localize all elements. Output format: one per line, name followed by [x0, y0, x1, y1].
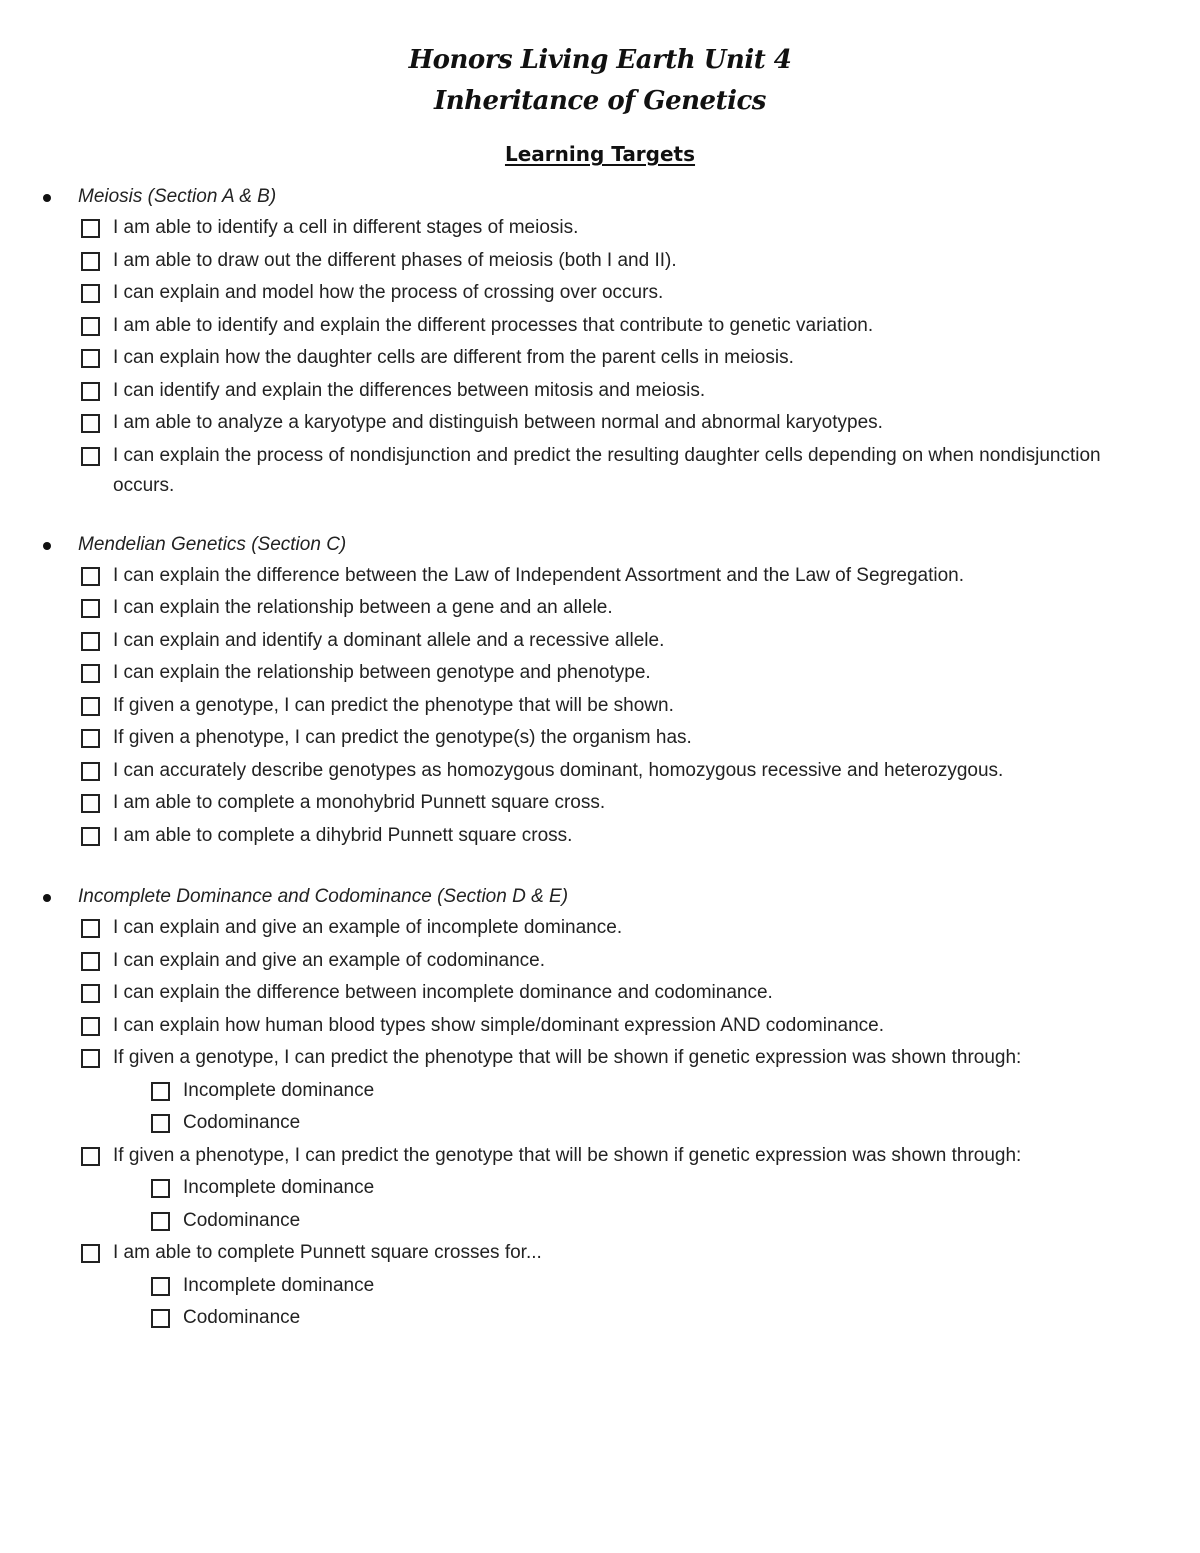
checkbox-icon[interactable]	[151, 1114, 170, 1133]
checklist-item-text: I can explain and identify a dominant allele and a recessive allele.	[113, 629, 665, 651]
checklist-item-text: If given a genotype, I can predict the phenotype that will be shown.	[113, 694, 674, 716]
checklist-item	[0, 1141, 1200, 1174]
checklist-item	[0, 311, 1200, 344]
page-subtitle: Inheritance of Genetics	[434, 86, 766, 116]
checkbox-icon[interactable]	[81, 567, 100, 586]
checklist-item-text: I am able to identify a cell in different stages of meiosis.	[113, 217, 579, 238]
checklist-item-text: I am able to complete Punnett square crosses for...	[113, 1242, 542, 1263]
checklist-item-text: I can identify and explain the differences between mitosis and meiosis.	[113, 379, 706, 401]
checklist-item-text: I can accurately describe genotypes as homozygous dominant, homozygous recessive and heterozygous.	[113, 759, 1004, 781]
checklist-item	[0, 1043, 1200, 1076]
checklist-item-text: I am able to draw out the different phases of meiosis (both I and II).	[113, 249, 677, 271]
checkbox-icon[interactable]	[81, 1244, 100, 1263]
checklist-item	[0, 1011, 1200, 1044]
section-title: Incomplete Dominance and Codominance (Section D & E)	[78, 886, 569, 907]
page-title: Honors Living Earth Unit 4	[408, 45, 792, 75]
checklist-item-text: I can explain how the daughter cells are different from the parent cells in meiosis.	[113, 347, 794, 368]
section-mendelian-genetics	[0, 529, 1200, 854]
checkbox-icon[interactable]	[81, 984, 100, 1003]
checklist-item-text: I am able to analyze a karyotype and distinguish between normal and abnormal karyotypes.	[113, 412, 883, 433]
checklist-item	[0, 593, 1200, 626]
checkbox-icon[interactable]	[151, 1082, 170, 1101]
checkbox-icon[interactable]	[151, 1179, 170, 1198]
checkbox-icon[interactable]	[81, 1049, 100, 1068]
checklist-item-text: I can explain the difference between incomplete dominance and codominance.	[113, 982, 773, 1003]
checklist-item	[0, 723, 1200, 756]
checkbox-icon[interactable]	[81, 664, 100, 683]
checkbox-icon[interactable]	[81, 729, 100, 748]
checklist-item	[0, 376, 1200, 409]
bullet-icon	[43, 542, 51, 550]
checklist-item	[0, 691, 1200, 724]
checkbox-icon[interactable]	[81, 697, 100, 716]
checklist-item-text: I am able to complete a monohybrid Punnett square cross.	[113, 792, 606, 813]
checkbox-icon[interactable]	[81, 952, 100, 971]
title-block	[0, 40, 1200, 122]
section-meiosis	[0, 181, 1200, 501]
checklist-item-text: I am able to identify and explain the different processes that contribute to genetic variation.	[113, 314, 874, 336]
checklist-item	[0, 441, 1200, 501]
checklist-item-text: I can explain the process of nondisjunction and predict the resulting daughter cells depending on when nondisjunction occurs.	[113, 444, 1101, 496]
checklist-subitem	[0, 1303, 1200, 1336]
checkbox-icon[interactable]	[81, 414, 100, 433]
section-header	[0, 529, 1200, 561]
checklist-item-text: If given a phenotype, I can predict the genotype(s) the organism has.	[113, 727, 692, 748]
checkbox-icon[interactable]	[81, 762, 100, 781]
checklist-item-text: Incomplete dominance	[183, 1274, 375, 1296]
checkbox-icon[interactable]	[81, 219, 100, 238]
bullet-icon	[43, 194, 51, 202]
checklist-item-text: If given a genotype, I can predict the phenotype that will be shown if genetic expression was shown through:	[113, 1047, 1022, 1068]
learning-targets-heading: Learning Targets	[504, 142, 696, 166]
checkbox-icon[interactable]	[81, 1147, 100, 1166]
checklist-item	[0, 278, 1200, 311]
checklist-item	[0, 756, 1200, 789]
checklist-item-text: Codominance	[183, 1209, 301, 1231]
checkbox-icon[interactable]	[81, 349, 100, 368]
checklist-item	[0, 343, 1200, 376]
checklist-item	[0, 626, 1200, 659]
checklist-item	[0, 408, 1200, 441]
checklist-item	[0, 246, 1200, 279]
checklist-item-text: I can explain the difference between the Law of Independent Assortment and the Law of Segregation.	[113, 564, 965, 586]
section-title: Meiosis (Section A & B)	[78, 186, 277, 207]
checklist-item	[0, 821, 1200, 854]
checklist-item-text: I can explain and model how the process of crossing over occurs.	[113, 282, 664, 303]
checklist-item-text: I can explain and give an example of incomplete dominance.	[113, 917, 623, 938]
checklist-item	[0, 658, 1200, 691]
checklist-item-text: I can explain the relationship between a gene and an allele.	[113, 597, 613, 618]
checkbox-icon[interactable]	[81, 599, 100, 618]
section-incomplete-dominance-codominance	[0, 881, 1200, 1336]
checkbox-icon[interactable]	[81, 794, 100, 813]
checkbox-icon[interactable]	[151, 1212, 170, 1231]
checkbox-icon[interactable]	[81, 252, 100, 271]
checklist-item-text: I can explain how human blood types show simple/dominant expression AND codominance.	[113, 1014, 884, 1036]
checkbox-icon[interactable]	[81, 632, 100, 651]
checklist-subitem	[0, 1076, 1200, 1109]
checklist-item	[0, 1238, 1200, 1271]
checklist-item-text: Codominance	[183, 1112, 301, 1133]
checkbox-icon[interactable]	[81, 317, 100, 336]
checklist-subitem	[0, 1108, 1200, 1141]
learning-targets-list	[0, 181, 1200, 1336]
checkbox-icon[interactable]	[81, 447, 100, 466]
section-title: Mendelian Genetics (Section C)	[78, 533, 347, 555]
bullet-icon	[43, 894, 51, 902]
checkbox-icon[interactable]	[81, 827, 100, 846]
section-header	[0, 881, 1200, 913]
checkbox-icon[interactable]	[151, 1277, 170, 1296]
checklist-item	[0, 913, 1200, 946]
checkbox-icon[interactable]	[81, 1017, 100, 1036]
checklist-item	[0, 213, 1200, 246]
checklist-subitem	[0, 1173, 1200, 1206]
checklist-item-text: Incomplete dominance	[183, 1079, 375, 1101]
checkbox-icon[interactable]	[151, 1309, 170, 1328]
checklist-item	[0, 978, 1200, 1011]
section-header	[0, 181, 1200, 213]
checkbox-icon[interactable]	[81, 919, 100, 938]
checklist-subitem	[0, 1271, 1200, 1304]
checklist-item-text: Codominance	[183, 1307, 301, 1328]
checklist-item	[0, 561, 1200, 594]
checklist-item-text: If given a phenotype, I can predict the genotype that will be shown if genetic expression was shown through:	[113, 1144, 1022, 1166]
checkbox-icon[interactable]	[81, 284, 100, 303]
checklist-item-text: Incomplete dominance	[183, 1177, 375, 1198]
checklist-item-text: I can explain and give an example of codominance.	[113, 949, 545, 971]
checklist-item	[0, 788, 1200, 821]
checklist-item	[0, 946, 1200, 979]
checklist-subitem	[0, 1206, 1200, 1239]
checklist-item-text: I am able to complete a dihybrid Punnett square cross.	[113, 824, 573, 846]
checklist-item-text: I can explain the relationship between genotype and phenotype.	[113, 662, 651, 683]
checkbox-icon[interactable]	[81, 382, 100, 401]
